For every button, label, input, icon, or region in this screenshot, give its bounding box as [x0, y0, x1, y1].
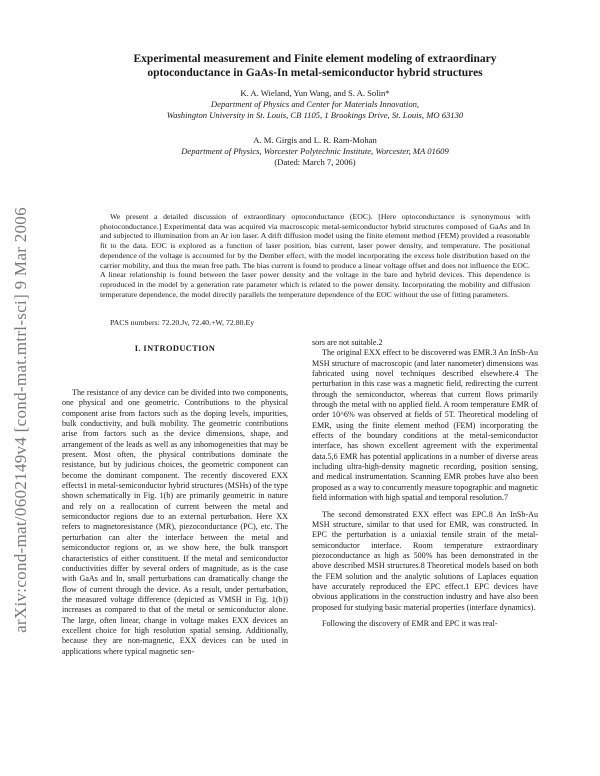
paragraph: The original EXX effect to be discovered was EMR.3 An InSb-Au MSH structure of macroscopic (and later nanometer) dimensions was fabricated using novel techniques described elsewhere.4 The perturbation in this case was a magnetic field, redirecting the current through the semiconductor, whereas that current flows primarily through the metal with no applied field. A room temperature EMR of order 10^6% was observed at fields of 5T. Theoretical modeling of EMR, using the finite element method (FEM) incorporating the effects of the boundary conditions at the metal-semiconductor interface, has shown excellent agreement with the experimental data.5,6 EMR has potential applications in a number of diverse areas including ultra-high-density magnetic recording, position sensing, and medical instrumentation. Scanning EMR probes have also been proposed as a way to concurrently measure topographic and magnetic field information with high spatial and temporal resolution.7: [312, 348, 538, 503]
date-line: (Dated: March 7, 2006): [274, 157, 356, 167]
pacs-numbers: PACS numbers: 72.20.Jv, 72.40.+W, 72.80.Ey: [110, 318, 255, 327]
left-column: [62, 388, 288, 657]
arxiv-identifier: arXiv:cond-mat/0602149v4 [cond-mat.mtrl-sci] 9 Mar 2006: [11, 207, 30, 633]
paragraph: The resistance of any device can be divided into two components, one physical and one geometric. Contributions to the physical component arise from factors such as the doping levels, impurities, bulk conductivity, and bulk mobility. The geometric contributions arise from factors such as the device dimensions, shape, and arrangement of the leads as well as any inhomogeneities that may be present. Most often, the physical contributions dominate the resistance, but by judicious choices, the geometric component can become the dominant component. The recently discovered EXX effects1 in metal-semiconductor hybrid structures (MSHs) of the type shown schematically in Fig. 1(b) are primarily geometric in nature and rely on a reallocation of current between the metal and semiconductor regions due to an external perturbation. Here XX refers to magnetoresistance (MR), piezoconductance (PC), etc. The perturbation can alter the interface between the metal and semiconductor regions or, as we show here, the bulk transport characteristics of either constituent. If the metal and semiconductor conductivities differ by several orders of magnitude, as is the case with GaAs and In, small perturbations can dramatically change the flow of current through the device. As a result, under perturbation, the measured voltage difference (depicted as VMSH in Fig. 1(b)) increases as compared to that of the metal or semiconductor alone. The large, often linear, change in voltage makes EXX devices an excellent choice for high resolution spatial sensing. Additionally, because they are non-magnetic, EXX devices can be used in applications where typical magnetic sen-: [62, 388, 288, 656]
affiliation-line: Department of Physics, Worcester Polytechnic Institute, Worcester, MA 01609: [181, 146, 449, 156]
author-block-1: [60, 88, 570, 121]
author-block-2: [60, 135, 570, 168]
affiliation-line: Washington University in St. Louis, CB 1105, 1 Brookings Drive, St. Louis, MO 63130: [166, 110, 464, 120]
abstract: [100, 212, 530, 299]
title-line: optoconductance in GaAs-In metal-semiconductor hybrid structures: [147, 67, 483, 79]
author-names: A. M. Girgis and L. R. Ram-Mohan: [253, 135, 377, 145]
author-names: K. A. Wieland, Yun Wang, and S. A. Solin*: [240, 88, 390, 98]
paper-title: [60, 52, 570, 80]
paragraph: sors are not suitable.2: [312, 338, 383, 347]
title-line: Experimental measurement and Finite element modeling of extraordinary: [133, 53, 497, 65]
affiliation-line: Department of Physics and Center for Materials Innovation,: [210, 99, 420, 109]
paragraph: Following the discovery of EMR and EPC it was real-: [322, 618, 498, 628]
abstract-text: We present a detailed discussion of extraordinary optoconductance (EOC). [Here optoconductance is synonymous with photoconductance.] Experimental data was acquired via macroscopic metal-semiconductor hybrid structures composed of GaAs and In and subjected to illumination from an Ar ion laser. A drift diffusion model using the finite element method (FEM) provided a reasonable fit to the data. EOC is explored as a function of laser position, bias current, laser power density, and temperature. The positional dependence of the voltage is accounted for by the Dember effect, with the model incorporating the excess hole distribution based on the carrier mobility, and thus the mean free path. The bias current is found to produce a linear voltage offset and does not influence the EOC. A linear relationship is found between the laser power density and the voltage in the bare and hybrid devices. This dependence is reproduced in the model by a generation rate parameter which is related to the power density. Incorporating the mobility and diffusion temperature dependence, the model directly parallels the temperature dependence of the EOC without the use of fitting parameters.: [100, 212, 530, 299]
section-heading: I. INTRODUCTION: [134, 344, 216, 353]
right-column: [312, 338, 538, 629]
arxiv-sidebar-stamp: [4, 160, 38, 680]
paragraph: The second demonstrated EXX effect was EPC.8 An InSb-Au MSH structure, similar to that used for EMR, was constructed. In EPC the perturbation is a uniaxial tensile strain of the metal-semiconductor interface. Room temperature extraordinary piezoconductance as high as 500% has been demonstrated in the above described MSH structures.8 Theoretical models based on both the FEM solution and the analytic solutions of Laplaces equation have accurately reproduced the EPC effect.1 EPC devices have obvious applications in the construction industry and have also been proposed for studying basic material properties (interface dynamics).: [312, 509, 538, 612]
